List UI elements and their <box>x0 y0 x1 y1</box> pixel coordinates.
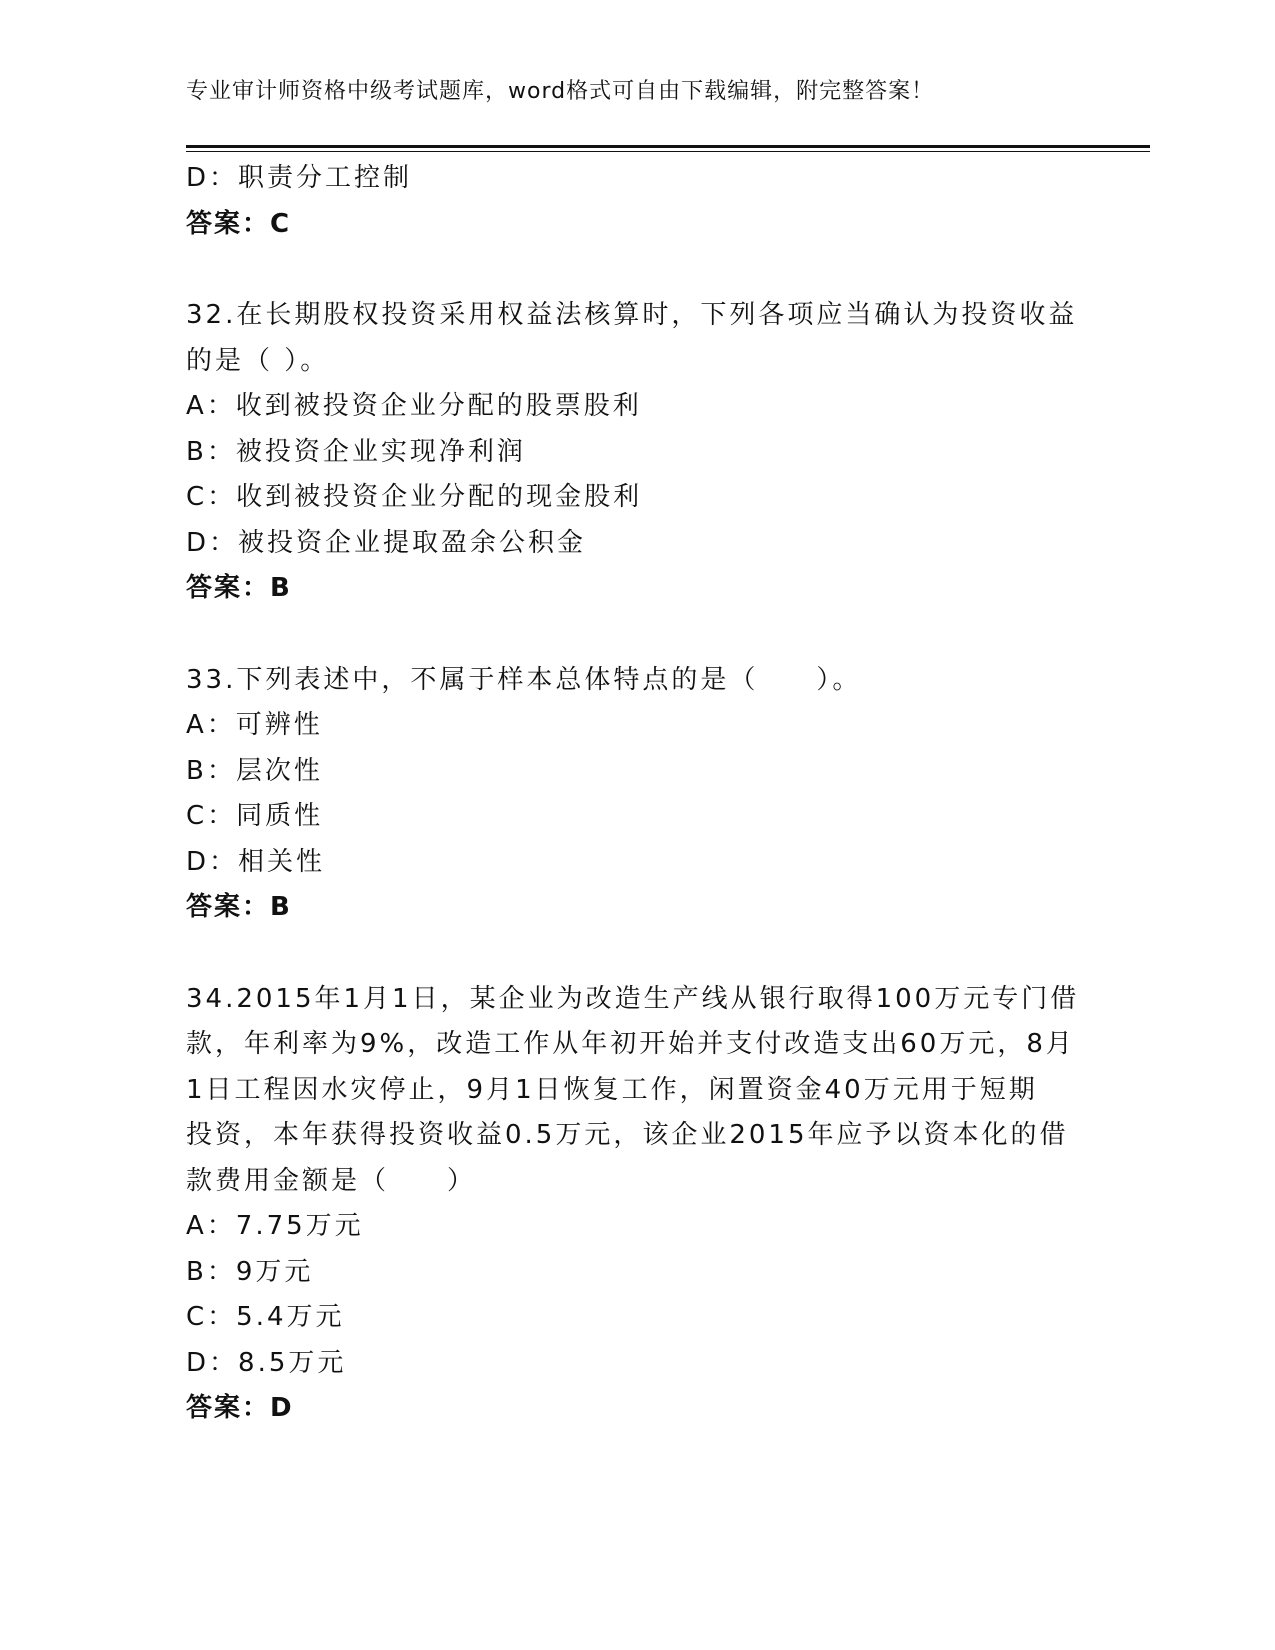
question-stem: 的是（ ）。 <box>186 345 330 376</box>
spacer <box>186 612 1086 658</box>
question-stem: 款费用金额是（ ） <box>186 1165 477 1196</box>
option-a: A：7.75万元 <box>186 1211 364 1241</box>
answer-line: 答案：B <box>186 892 292 922</box>
page-header: 专业审计师资格中级考试题库，word格式可自由下载编辑，附完整答案！ <box>186 79 935 104</box>
answer-line: 答案：C <box>186 208 292 239</box>
question-32 <box>186 293 1086 612</box>
question-stem: 33.下列表述中，不属于样本总体特点的是（ ）。 <box>186 664 862 695</box>
option-a: A：可辨性 <box>186 710 323 740</box>
option-c: C：收到被投资企业分配的现金股利 <box>186 482 643 512</box>
option-d: D：被投资企业提取盈余公积金 <box>186 527 587 558</box>
answer-line: 答案：B <box>186 573 292 603</box>
question-stem: 款，年利率为9%，改造工作从年初开始并支付改造支出60万元，8月 <box>186 1029 1075 1059</box>
option-c: C：同质性 <box>186 801 324 831</box>
option-d: D：8.5万元 <box>186 1347 347 1378</box>
option-c: C：5.4万元 <box>186 1302 345 1332</box>
question-stem: 1日工程因水灾停止，9月1日恢复工作，闲置资金40万元用于短期 <box>186 1074 1038 1105</box>
question-stem: 32.在长期股权投资采用权益法核算时，下列各项应当确认为投资收益 <box>186 300 1078 330</box>
option-b: B：层次性 <box>186 755 323 786</box>
spacer <box>186 931 1086 977</box>
question-33 <box>186 658 1086 931</box>
spacer <box>186 247 1086 293</box>
option-d: D：相关性 <box>186 846 326 877</box>
question-34 <box>186 977 1086 1432</box>
option-b: B：被投资企业实现净利润 <box>186 436 526 467</box>
question-content <box>186 156 1086 1432</box>
option-d: D：职责分工控制 <box>186 163 413 193</box>
option-a: A：收到被投资企业分配的股票股利 <box>186 391 642 421</box>
header-rule-thick <box>186 145 1150 148</box>
question-stem: 34.2015年1月1日，某企业为改造生产线从银行取得100万元专门借 <box>186 983 1080 1014</box>
header-rule-thin <box>186 151 1150 152</box>
answer-line: 答案：D <box>186 1393 294 1423</box>
option-b: B：9万元 <box>186 1256 314 1287</box>
question-stem: 投资，本年获得投资收益0.5万元，该企业2015年应予以资本化的借 <box>186 1120 1069 1150</box>
